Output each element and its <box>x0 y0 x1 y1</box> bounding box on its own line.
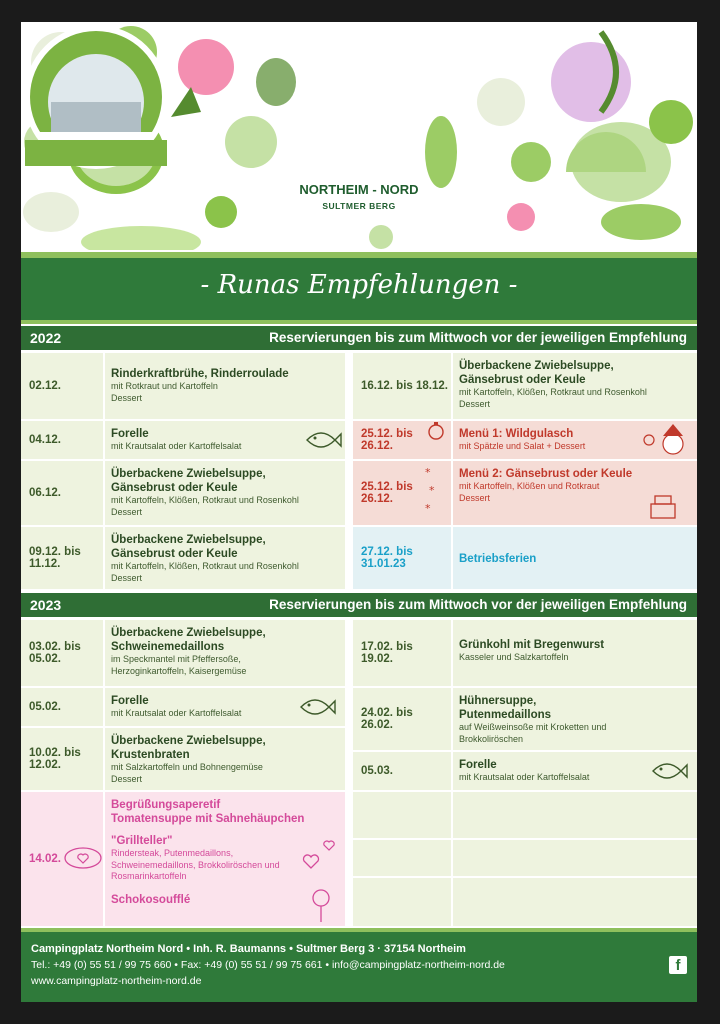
snowflake-icon <box>421 464 445 520</box>
date-cell: 06.12. <box>21 461 103 525</box>
section-header-2023 <box>21 593 697 617</box>
logo-name: NORTHEIM - NORD <box>299 182 419 197</box>
svg-text:*: * <box>429 484 435 497</box>
menu-desc: mit Kartoffeln, Klößen, Rotkraut und Rosenkohl Dessert <box>459 387 647 409</box>
menu-desc: mit Krautsalat oder Kartoffelsalat <box>111 441 242 451</box>
menu-title: Forelle <box>459 759 497 771</box>
logo-arch-text: CAMPINGPLATZ <box>312 80 406 92</box>
date-cell: 05.03. <box>353 752 451 790</box>
date-cell: 14.02. <box>21 792 103 926</box>
menu-title: Überbackene Zwiebelsuppe, Krustenbraten <box>111 735 266 761</box>
santa-claus-icon <box>639 422 691 462</box>
section-year: 2022 <box>30 330 62 346</box>
fish-icon <box>297 689 341 723</box>
menu-title: Menü 1: Wildgulasch <box>459 428 574 440</box>
menu-cell <box>105 461 345 525</box>
footer-company: Campingplatz Northeim Nord • Inh. R. Baumanns • Sultmer Berg 3 · 37154 Northeim <box>31 943 466 955</box>
date-cell: 25.12. bis 26.12. <box>353 421 451 459</box>
menu-desc: mit Krautsalat oder Kartoffelsalat <box>459 772 590 782</box>
menu-cell <box>453 688 697 750</box>
menu-title: Überbackene Zwiebelsuppe, Gänsebrust oder Keule <box>459 360 614 386</box>
hearts-rose-icon <box>297 828 341 924</box>
menu-cell <box>453 527 697 589</box>
empty-cell <box>353 878 451 926</box>
menu-cell <box>105 353 345 419</box>
date-cell: 04.12. <box>21 421 103 459</box>
menu-desc: im Speckmantel mit Pfeffersoße, Herzoginkartoffeln, Kaisergemüse <box>111 654 247 676</box>
date-cell: 16.12. bis 18.12. <box>353 353 451 419</box>
menu-title: Forelle <box>111 428 149 440</box>
menu-title: Betriebsferien <box>459 553 537 565</box>
menu-desc: mit Kartoffeln, Klößen, Rotkraut und Rosenkohl Dessert <box>111 561 299 583</box>
menu-cell <box>453 353 697 419</box>
menu-title: Überbackene Zwiebelsuppe, Gänsebrust oder Keule <box>111 468 266 494</box>
date-cell: 03.02. bis 05.02. <box>21 620 103 686</box>
date-cell: 27.12. bis 31.01.23 <box>353 527 451 589</box>
menu-title: Überbackene Zwiebelsuppe, Schweinemedaillons <box>111 627 266 653</box>
date-cell: 09.12. bis 11.12. <box>21 527 103 589</box>
campground-logo <box>21 22 171 172</box>
section-note: Reservierungen bis zum Mittwoch vor der jeweiligen Empfehlung <box>269 597 687 612</box>
menu-dessert: Schokosoufflé <box>111 893 191 906</box>
menu-subtitle: "Grillteller" <box>111 835 173 847</box>
menu-desc: Kasseler und Salzkartoffeln <box>459 652 569 662</box>
empty-cell <box>453 792 697 838</box>
section-note: Reservierungen bis zum Mittwoch vor der jeweiligen Empfehlung <box>269 330 687 345</box>
menu-cell <box>453 620 697 686</box>
date-cell: 02.12. <box>21 353 103 419</box>
menu-flyer <box>21 22 697 1002</box>
empty-cell <box>353 840 451 876</box>
menu-title: Begrüßungsaperetif Tomatensuppe mit Sahnehäupchen <box>111 799 305 825</box>
menu-desc: mit Rotkraut und Kartoffeln Dessert <box>111 381 218 403</box>
menu-title: Grünkohl mit Bregenwurst <box>459 639 605 651</box>
footer-website[interactable]: www.campingplatz-northeim-nord.de <box>31 975 202 987</box>
facebook-icon[interactable]: f <box>669 956 687 974</box>
fish-icon <box>303 422 343 456</box>
menu-desc: mit Kartoffeln, Klößen, Rotkraut und Rosenkohl Dessert <box>111 495 299 517</box>
menu-title: Menü 2: Gänsebrust oder Keule <box>459 468 633 480</box>
heart-speech-bubble-icon <box>61 846 103 872</box>
menu-title: Rinderkraftbrühe, Rinderroulade <box>111 368 289 380</box>
menu-desc: Rindersteak, Putenmedaillons, Schweinemedaillons, Brokkoliröschen und Rosmarinkartoffeln <box>111 848 280 881</box>
menu-cell <box>105 728 345 790</box>
menu-title: Hühnersuppe, Putenmedaillons <box>459 695 552 721</box>
date-cell: 17.02. bis 19.02. <box>353 620 451 686</box>
fish-icon <box>649 753 693 787</box>
menu-desc: auf Weißweinsoße mit Kroketten und Brokkoliröschen <box>459 722 607 744</box>
date-cell: 24.02. bis 26.02. <box>353 688 451 750</box>
empty-cell <box>353 792 451 838</box>
date-cell: 25.12. bis 26.12. <box>353 461 451 525</box>
christmas-ornament-icon <box>425 418 447 442</box>
menu-desc: mit Kartoffeln, Klößen und Rotkraut Dessert <box>459 481 600 503</box>
menu-cell <box>105 527 345 589</box>
empty-cell <box>453 840 697 876</box>
date-cell: 05.02. <box>21 688 103 726</box>
section-year: 2023 <box>30 597 62 613</box>
date-cell: 10.02. bis 12.02. <box>21 728 103 790</box>
svg-text:*: * <box>425 466 431 479</box>
footer-contact[interactable]: Tel.: +49 (0) 55 51 / 99 75 660 • Fax: +49 (0) 55 51 / 99 75 661 • info@campingplatz-northeim-nord.de <box>31 959 505 971</box>
menu-title: Forelle <box>111 695 149 707</box>
logo-subtitle: SULTMER BERG <box>322 201 396 211</box>
menu-desc: mit Krautsalat oder Kartoffelsalat <box>111 708 242 718</box>
title-band <box>21 252 697 324</box>
menu-title: Überbackene Zwiebelsuppe, Gänsebrust oder Keule <box>111 534 266 560</box>
menu-desc: mit Spätzle und Salat + Dessert <box>459 441 586 451</box>
header-banner <box>21 22 697 250</box>
svg-text:*: * <box>425 502 431 515</box>
menu-cell <box>105 620 345 686</box>
empty-cell <box>453 878 697 926</box>
menu-desc: mit Salzkartoffeln und Bohnengemüse Dessert <box>111 762 263 784</box>
footer <box>21 928 697 1002</box>
section-header-2022 <box>21 326 697 350</box>
page-title: - Runas Empfehlungen - <box>200 270 518 300</box>
gift-icon <box>647 492 681 522</box>
